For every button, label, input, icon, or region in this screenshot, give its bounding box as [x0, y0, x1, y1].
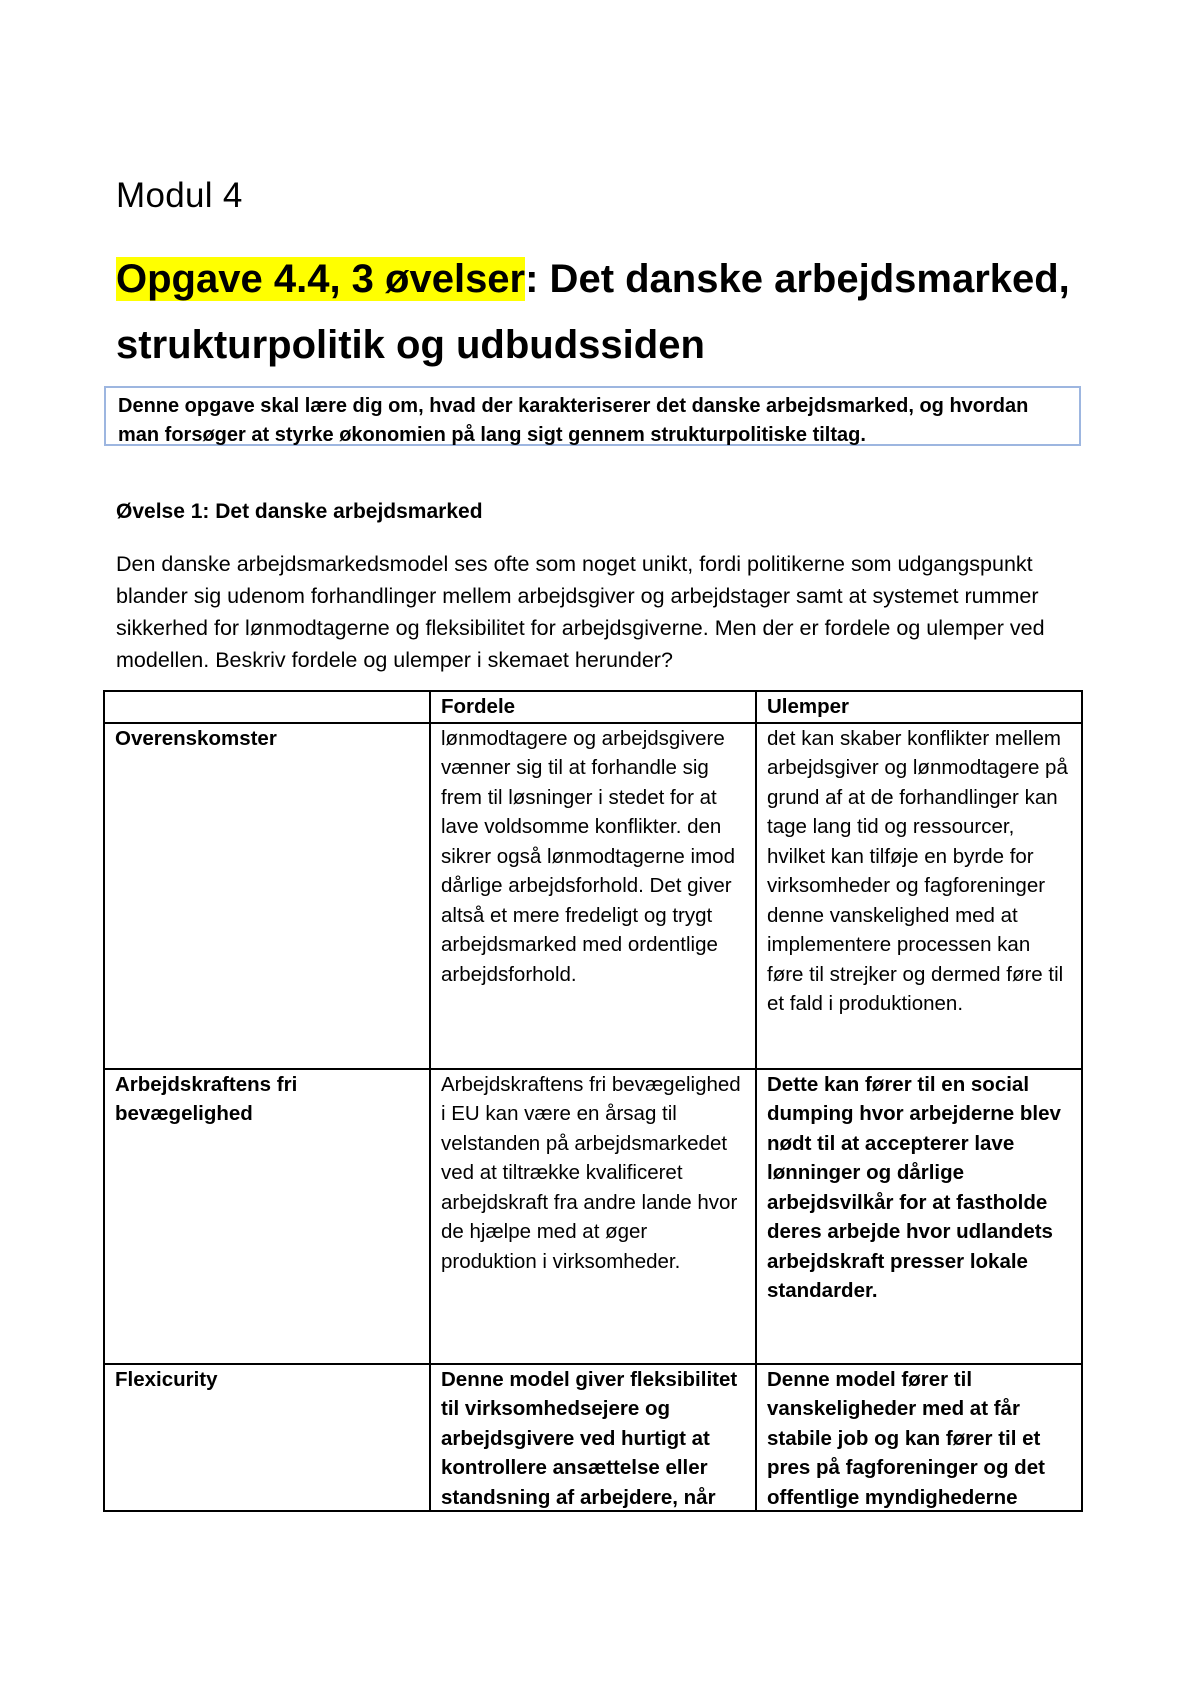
table-header-fordele: Fordele — [430, 691, 756, 723]
cell-ulemper-flexicurity-text: Denne model fører til vanskeligheder med at får stabile job og kan fører til et pres på fagforeninger og det offentlige myndighederne — [767, 1367, 1045, 1509]
intro-box: Denne opgave skal lære dig om, hvad der karakteriserer det danske arbejdsmarked, og hvordan man forsøger at styrke økonomien på lang sigt gennem strukturpolitiske tiltag. — [104, 386, 1081, 446]
row-label-flexicurity: Flexicurity — [104, 1364, 430, 1511]
table-row — [104, 1069, 1082, 1364]
table-header-ulemper: Ulemper — [756, 691, 1082, 723]
pros-cons-table — [103, 690, 1083, 1512]
table-row — [104, 1364, 1082, 1511]
exercise-1-heading: Øvelse 1: Det danske arbejdsmarked — [116, 500, 483, 523]
assignment-heading-highlight: Opgave 4.4, 3 øvelser — [116, 257, 526, 301]
cell-ulemper-flexicurity — [756, 1364, 1082, 1511]
cell-fordele-flexicurity — [430, 1364, 756, 1511]
module-title: Modul 4 — [116, 176, 243, 215]
cell-ulemper-overenskomster: det kan skaber konflikter mellem arbejdsgiver og lønmodtagere på grund af at de forhandlinger kan tage lang tid og ressourcer, hvilket kan tilføje en byrde for virksomheder og fagforeninger denne vanskelighed med at implementere processen kan føre til strejker og dermed føre til et fald i produktionen. — [756, 723, 1082, 1069]
cell-fordele-arbejdskraftens-fri-bevaegelighed: Arbejdskraftens fri bevægelighed i EU kan være en årsag til velstanden på arbejdsmarkedet ved at tiltrække kvalificeret arbejdskraft fra andre lande hvor de hjælpe med at øger produktion i virksomheder. — [430, 1069, 756, 1364]
table-row — [104, 723, 1082, 1069]
row-label-overenskomster: Overenskomster — [104, 723, 430, 1069]
cell-fordele-overenskomster: lønmodtagere og arbejdsgivere vænner sig til at forhandle sig frem til løsninger i stedet for at lave voldsomme konflikter. den sikrer også lønmodtagerne imod dårlige arbejdsforhold. Det giver altså et mere fredeligt og trygt arbejdsmarked med ordentlige arbejdsforhold. — [430, 723, 756, 1069]
exercise-1-description: Den danske arbejdsmarkedsmodel ses ofte som noget unikt, fordi politikerne som udgangspunkt blander sig udenom forhandlinger mellem arbejdsgiver og arbejdstager samt at systemet rummer sikkerhed for lønmodtagerne og fleksibilitet for arbejdsgiverne. Men der er fordele og ulemper ved modellen. Beskriv fordele og ulemper i skemaet herunder? — [116, 552, 1045, 672]
cell-ulemper-arbejdskraftens-fri-bevaegelighed: Dette kan fører til en social dumping hvor arbejderne blev nødt til at accepterer lave lønninger og dårlige arbejdsvilkår for at fastholde deres arbejde hvor udlandets arbejdskraft presser lokale standarder. — [756, 1069, 1082, 1364]
table-header-row — [104, 691, 1082, 723]
assignment-heading-rest: : Det danske arbejdsmarked, strukturpolitik og udbudssiden — [116, 257, 1070, 367]
assignment-heading — [116, 246, 1116, 378]
table-header-empty — [104, 691, 430, 723]
row-label-arbejdskraftens-fri-bevaegelighed: Arbejdskraftens fri bevægelighed — [104, 1069, 430, 1364]
cell-fordele-flexicurity-text: Denne model giver fleksibilitet til virksomhedsejere og arbejdsgivere ved hurtigt at kontrollere ansættelse eller standsning af arbejdere, når — [441, 1367, 738, 1509]
